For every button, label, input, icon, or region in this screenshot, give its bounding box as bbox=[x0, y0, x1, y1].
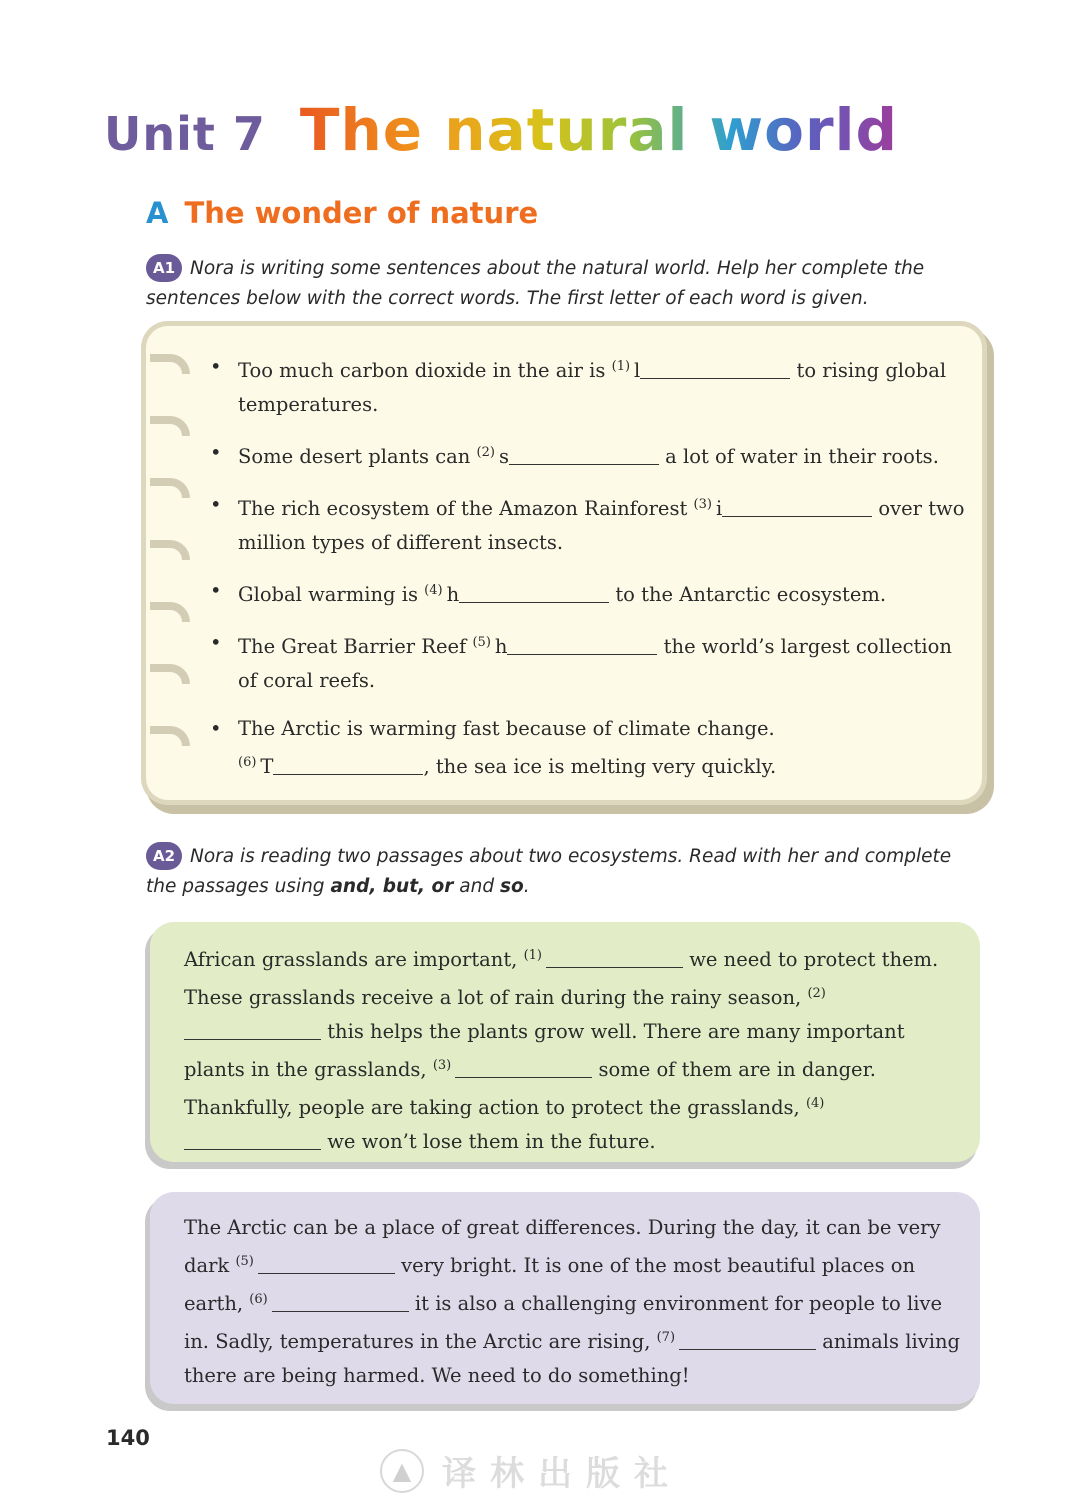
publisher-watermark bbox=[380, 1446, 682, 1495]
unit-name: The natural world bbox=[299, 96, 898, 164]
ring-icon bbox=[150, 664, 190, 684]
a1-sentence-list bbox=[210, 350, 970, 798]
list-item: • Too much carbon dioxide in the air is $^{(1)}$ l to rising global temperatures. bbox=[210, 350, 970, 422]
question-number: (6) bbox=[249, 1292, 268, 1307]
answer-blank[interactable] bbox=[722, 498, 872, 517]
unit-title bbox=[104, 96, 898, 164]
first-letter: i bbox=[715, 497, 723, 520]
list-item: • Some desert plants can $^{(2)}$ s a lot of water in their roots. bbox=[210, 436, 970, 474]
a2-badge: A2 bbox=[146, 842, 182, 870]
question-number: (1) bbox=[523, 948, 543, 963]
question-number: (4) bbox=[424, 583, 443, 598]
conjunction-so: so bbox=[499, 876, 524, 897]
answer-blank[interactable] bbox=[509, 446, 659, 465]
section-heading bbox=[146, 196, 538, 230]
answer-blank[interactable] bbox=[184, 1021, 321, 1040]
question-number: (1) bbox=[611, 359, 631, 374]
arctic-passage: The Arctic can be a place of great differences. During the day, it can be very dark $^{(5)}$ very bright. It is one of the most beautiful places on earth, $^{(6)}$ it is also a challenging environment for people to live in. Sadly, temperatures in the Arctic are rising, $^{(7)}$ animals living there are being harmed. We need to do something! bbox=[184, 1216, 960, 1387]
unit-label: Unit 7 bbox=[104, 107, 266, 161]
answer-blank[interactable] bbox=[272, 1293, 409, 1312]
answer-blank[interactable] bbox=[546, 949, 683, 968]
ring-icon bbox=[150, 540, 190, 560]
answer-blank[interactable] bbox=[459, 584, 609, 603]
section-letter: A bbox=[146, 196, 169, 230]
section-title: The wonder of nature bbox=[184, 196, 539, 230]
conjunction-words: and, but, or bbox=[330, 876, 454, 897]
ring-icon bbox=[150, 726, 190, 746]
question-number: (2) bbox=[476, 445, 495, 460]
question-number: (5) bbox=[472, 635, 491, 650]
first-letter: h bbox=[446, 583, 460, 606]
list-item: • The rich ecosystem of the Amazon Rainforest $^{(3)}$ i over two million types of different insects. bbox=[210, 488, 970, 560]
ring-icon bbox=[150, 602, 190, 622]
answer-blank[interactable] bbox=[640, 360, 790, 379]
answer-blank[interactable] bbox=[258, 1255, 395, 1274]
publisher-name: 译林出版社 bbox=[442, 1454, 682, 1494]
question-number: (6) bbox=[238, 755, 257, 770]
question-number: (7) bbox=[656, 1330, 676, 1345]
question-number: (3) bbox=[693, 497, 712, 512]
first-letter: s bbox=[498, 445, 509, 468]
ring-icon bbox=[150, 354, 190, 374]
first-letter: l bbox=[634, 359, 641, 382]
question-number: (4) bbox=[805, 1096, 825, 1111]
answer-blank[interactable] bbox=[184, 1131, 321, 1150]
question-number: (5) bbox=[235, 1254, 254, 1269]
a2-instruction: A2 Nora is reading two passages about two ecosystems. Read with her and complete the passages using and, but, or and so. bbox=[146, 842, 966, 902]
answer-blank[interactable] bbox=[273, 756, 423, 775]
a1-badge: A1 bbox=[146, 254, 182, 282]
answer-blank[interactable] bbox=[507, 636, 657, 655]
a1-instruction-text: Nora is writing some sentences about the natural world. Help her complete the sentences below with the correct words. The first letter of each word is given. bbox=[146, 258, 925, 309]
tree-logo-icon: ▲ bbox=[380, 1449, 424, 1493]
list-item: • The Great Barrier Reef $^{(5)}$ h the world’s largest collection of coral reefs. bbox=[210, 626, 970, 698]
first-letter: h bbox=[494, 635, 508, 658]
ring-icon bbox=[150, 478, 190, 498]
answer-blank[interactable] bbox=[679, 1331, 816, 1350]
page-number: 140 bbox=[106, 1426, 150, 1450]
ring-icon bbox=[150, 416, 190, 436]
question-number: (3) bbox=[432, 1058, 452, 1073]
first-letter: T bbox=[260, 755, 274, 778]
list-item: • Global warming is $^{(4)}$ h to the Antarctic ecosystem. bbox=[210, 574, 970, 612]
answer-blank[interactable] bbox=[455, 1059, 592, 1078]
list-item: • The Arctic is warming fast because of climate change. $^{(6)}$ T , the sea ice is melting very quickly. bbox=[210, 712, 970, 784]
a1-instruction bbox=[146, 254, 966, 314]
question-number: (2) bbox=[807, 986, 826, 1001]
grassland-passage: African grasslands are important, $^{(1)}$ we need to protect them. These grasslands receive a lot of rain during the rainy season, $^{(2)}$ this helps the plants grow well. There are many important plants in the grasslands, $^{(3)}$ some of them are in danger. Thankfully, people are taking action to protect the grasslands, $^{(4)}$ we won’t lose them in the future. bbox=[184, 948, 939, 1153]
